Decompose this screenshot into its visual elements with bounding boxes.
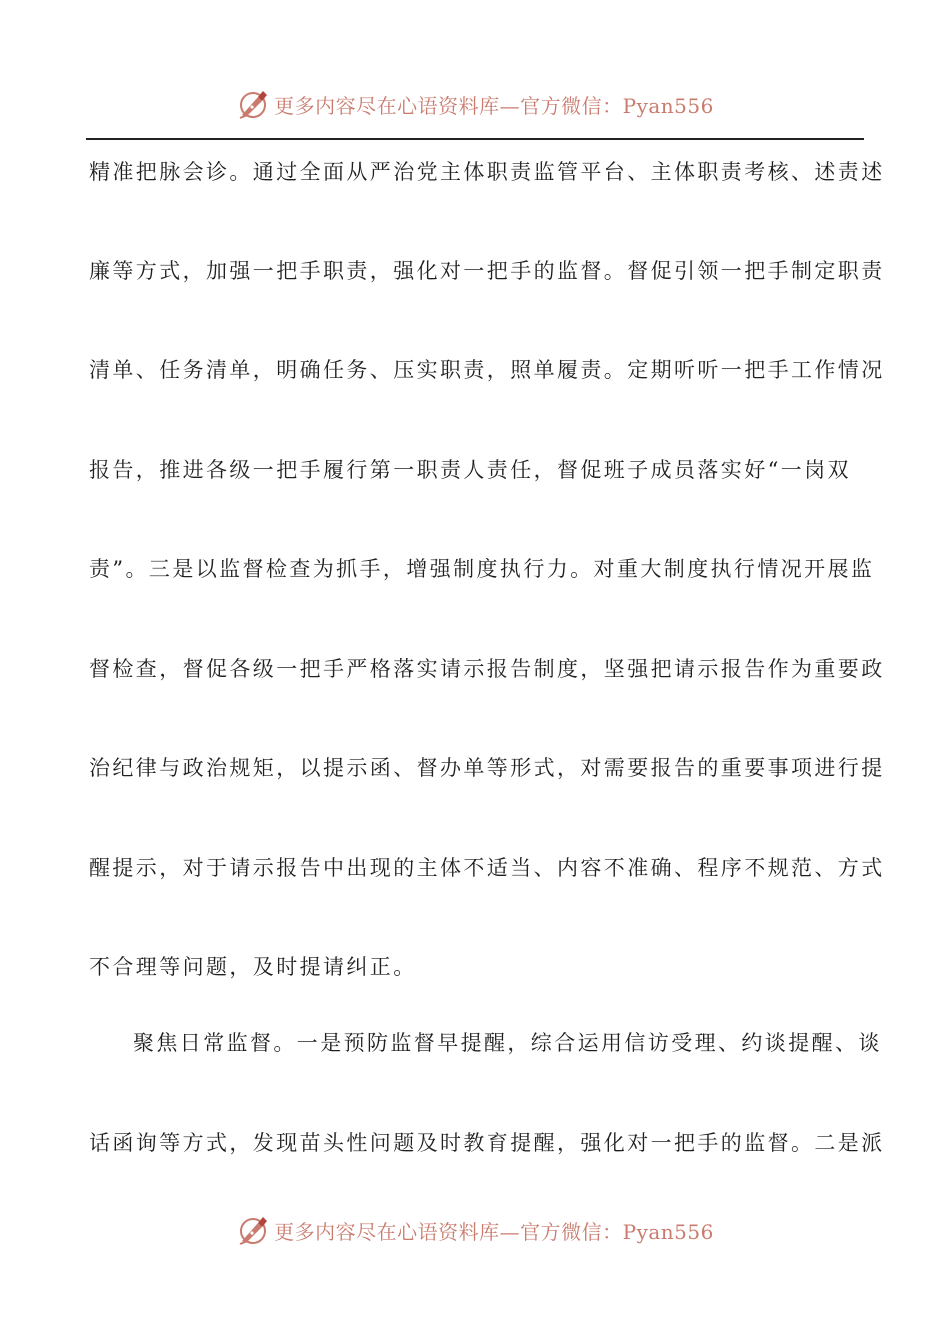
header-brand — [236, 87, 714, 121]
paragraph-2-line-2: 话函询等方式，发现苗头性问题及时教育提醒，强化对一把手的监督。二是派 — [89, 1131, 885, 1155]
pen-nib-logo-icon — [236, 1213, 270, 1247]
body-line-9: 不合理等问题，及时提请纠正。 — [89, 955, 417, 979]
page-header — [0, 82, 950, 126]
pen-nib-logo-icon — [236, 87, 270, 121]
body-line-7: 治纪律与政治规矩，以提示函、督办单等形式，对需要报告的重要事项进行提 — [89, 756, 885, 780]
page-footer — [0, 1208, 950, 1252]
body-line-6: 督检查，督促各级一把手严格落实请示报告制度，坚强把请示报告作为重要政 — [89, 657, 885, 681]
body-line-2: 廉等方式，加强一把手职责，强化对一把手的监督。督促引领一把手制定职责 — [89, 259, 885, 283]
body-line-8: 醒提示，对于请示报告中出现的主体不适当、内容不准确、程序不规范、方式 — [89, 856, 885, 880]
body-line-3: 清单、任务清单，明确任务、压实职责，照单履责。定期听听一把手工作情况 — [89, 358, 885, 382]
body-line-4: 报告，推进各级一把手履行第一职责人责任，督促班子成员落实好“一岗双 — [89, 458, 851, 482]
footer-brand-text: 更多内容尽在心语资料库—官方微信：Pyan556 — [274, 1219, 714, 1244]
header-divider — [86, 138, 864, 140]
paragraph-2-line-1: 聚焦日常监督。一是预防监督早提醒，综合运用信访受理、约谈提醒、谈 — [133, 1031, 882, 1055]
footer-brand — [236, 1213, 714, 1247]
body-line-1: 精准把脉会诊。通过全面从严治党主体职责监管平台、主体职责考核、述责述 — [89, 160, 885, 184]
header-brand-text: 更多内容尽在心语资料库—官方微信：Pyan556 — [274, 93, 714, 118]
body-line-5: 责”。三是以监督检查为抓手，增强制度执行力。对重大制度执行情况开展监 — [89, 557, 875, 581]
